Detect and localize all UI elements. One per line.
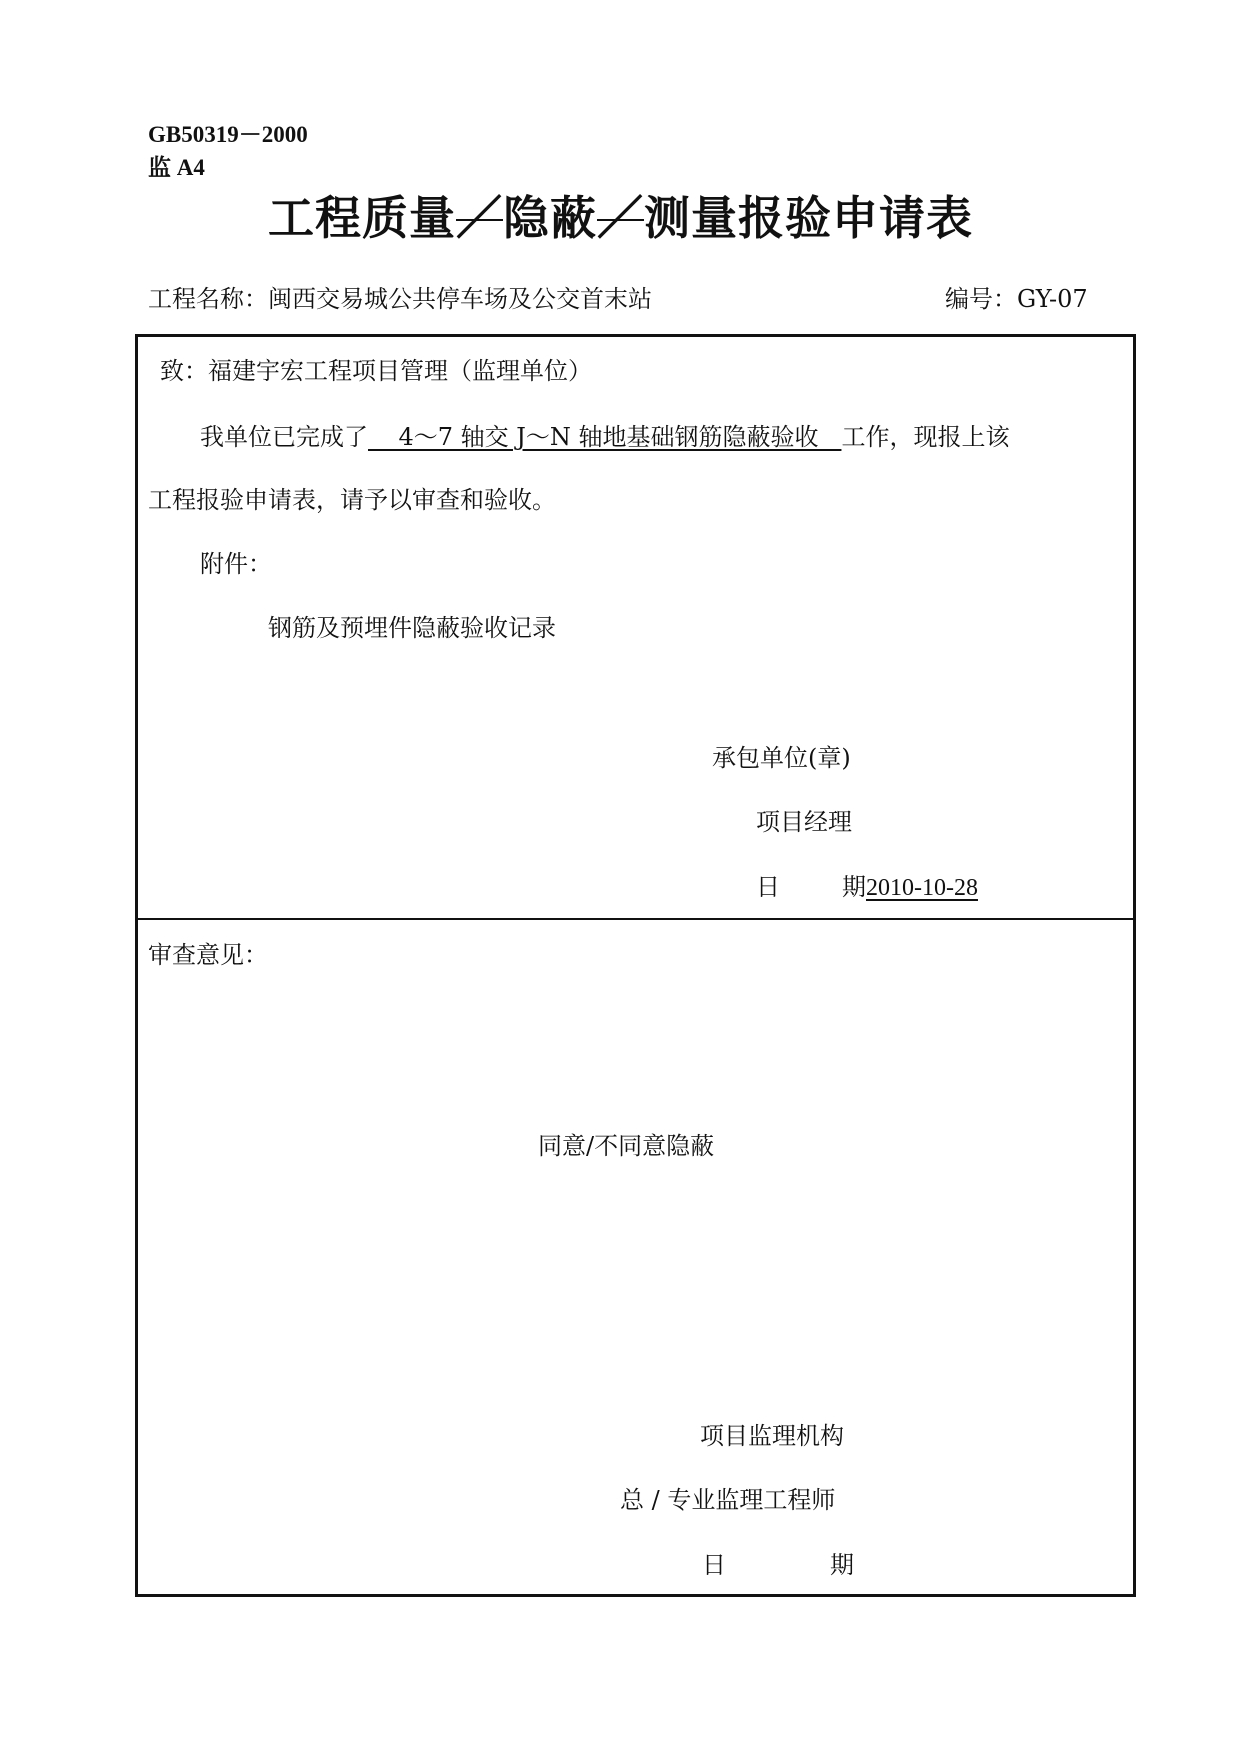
addressee-value: 福建宇宏工程项目管理（监理单位）	[208, 357, 592, 385]
supervision-org-label: 项目监理机构	[700, 1422, 844, 1450]
statement-suffix: 工作，现报上该	[841, 423, 1010, 451]
document-number-line	[945, 284, 1088, 314]
application-date-value: 2010-10-28	[866, 875, 978, 901]
form-code: 监 A4	[148, 155, 205, 180]
review-date-label-day: 日	[702, 1551, 726, 1579]
project-name-line	[148, 284, 652, 314]
document-number-label: 编号：	[945, 285, 1017, 313]
review-date-label-period: 期	[830, 1551, 854, 1579]
statement-line-2: 工程报验申请表，请予以审查和验收。	[148, 486, 556, 514]
document-number-value: GY-07	[1017, 285, 1088, 313]
title-part-quality: 工程质量	[268, 191, 456, 245]
work-item-field: 4～7 轴交 J～N 轴地基础钢筋隐蔽验收	[368, 423, 842, 451]
title-part-survey: 测量报验申请表	[644, 191, 973, 245]
attachment-item: 钢筋及预埋件隐蔽验收记录	[268, 614, 556, 642]
project-name-label: 工程名称：	[148, 285, 268, 313]
supervising-engineer-label: 总 / 专业监理工程师	[620, 1486, 836, 1514]
contractor-seal-label: 承包单位(章)	[712, 744, 851, 772]
statement-prefix: 我单位已完成了	[200, 423, 368, 451]
date-label-period: 期	[842, 873, 866, 901]
application-date-line	[756, 872, 978, 903]
statement-line-1	[200, 422, 1009, 452]
review-decision-text: 同意/不同意隐蔽	[538, 1132, 715, 1160]
title-part-hidden: 隐蔽	[503, 191, 597, 245]
review-date-line	[702, 1550, 854, 1580]
section-divider	[135, 918, 1136, 920]
attachments-label: 附件：	[200, 550, 272, 578]
project-name-value: 闽西交易城公共停车场及公交首末站	[268, 285, 652, 313]
title-separator-1: ／	[456, 191, 503, 245]
date-label-day: 日	[756, 873, 780, 901]
document-title	[0, 190, 1241, 246]
form-frame	[135, 334, 1136, 1597]
project-manager-label: 项目经理	[756, 808, 852, 836]
addressee-line	[160, 356, 592, 386]
review-opinion-label: 审查意见：	[148, 941, 268, 969]
addressee-label: 致：	[160, 357, 208, 385]
standard-code: GB50319－2000	[148, 122, 308, 147]
title-separator-2: ／	[597, 191, 644, 245]
